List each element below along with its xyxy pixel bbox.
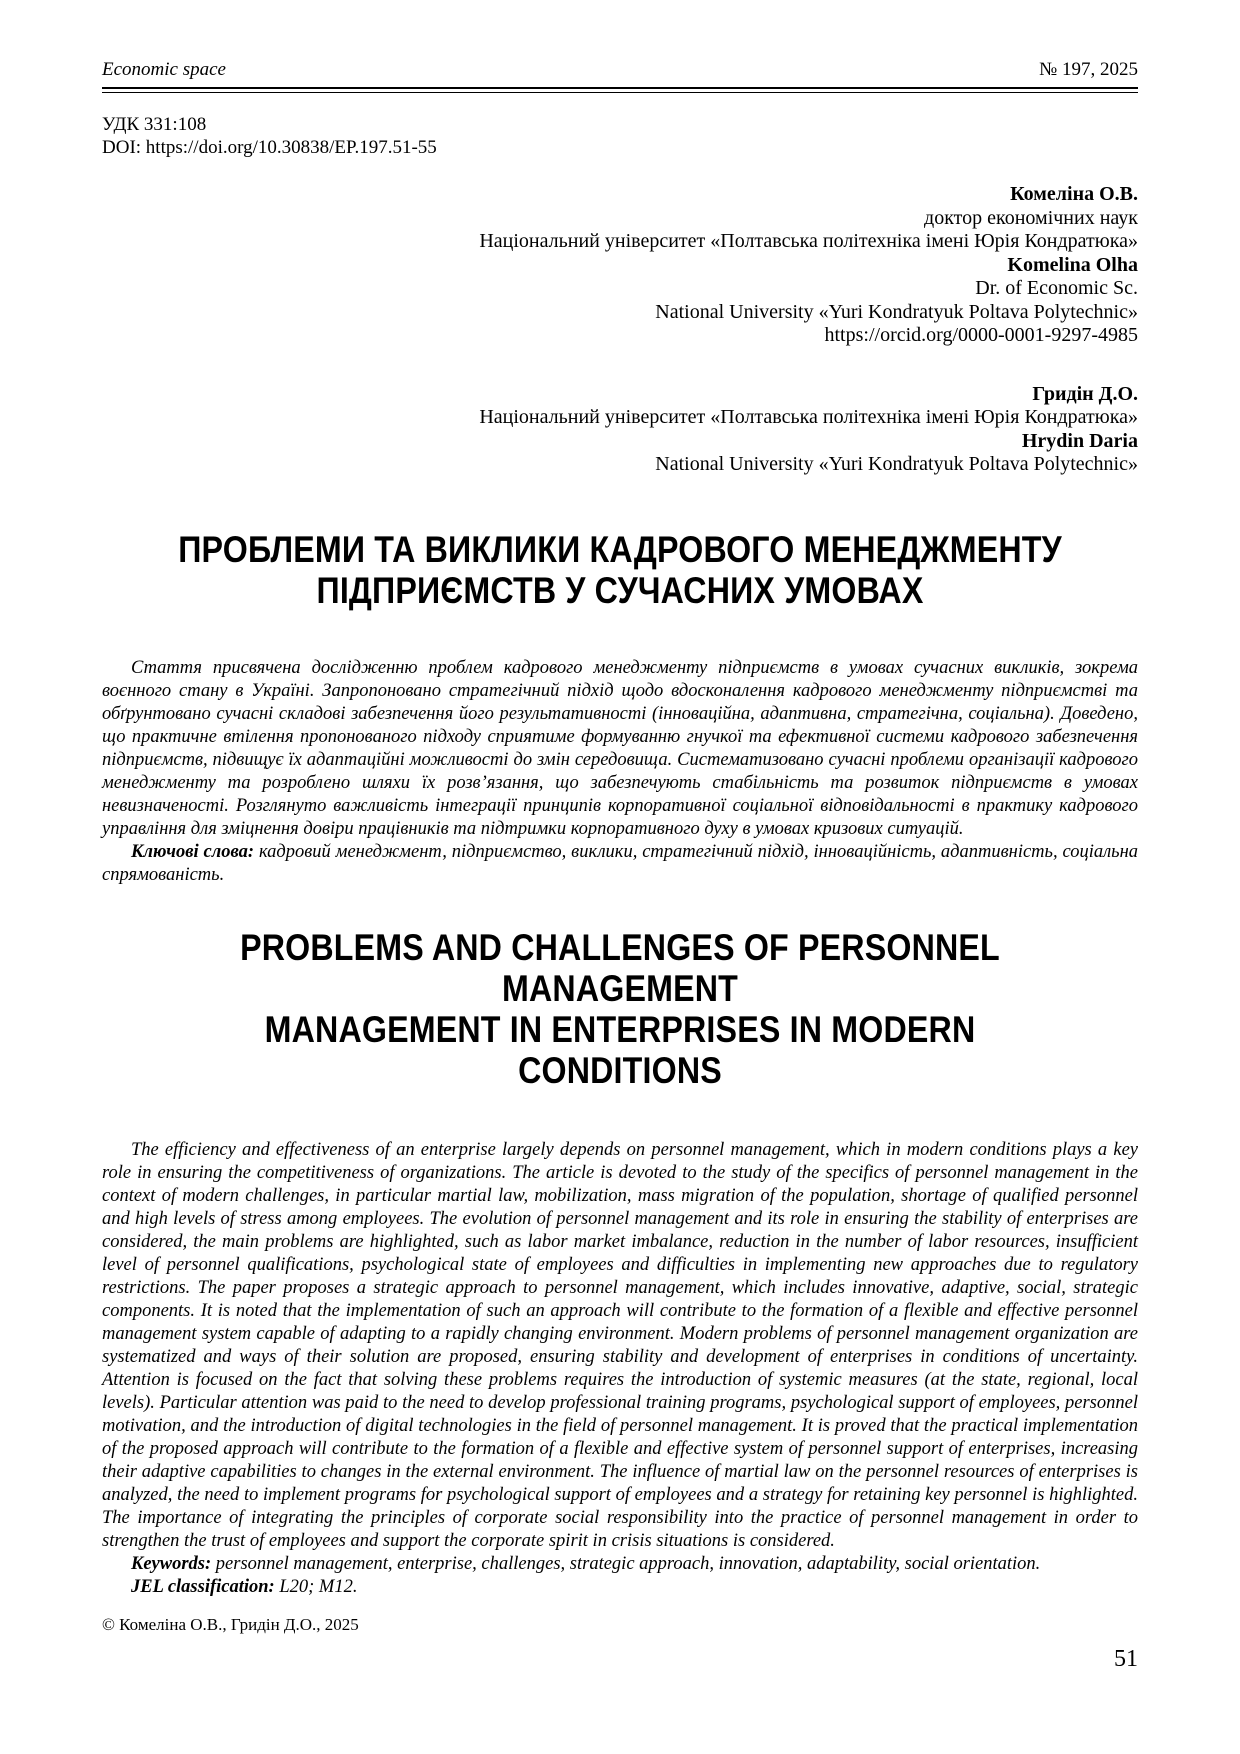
abstract-ua-text: Стаття присвячена дослідженню проблем кадрового менеджменту підприємств в умовах сучасних викликів, зокрема воєнного стану в Україні. Запропоновано стратегічний підхід щодо вдосконалення кадрового менеджменту підприємстві та обґрунтовано сучасні складові забезпечення його результативності (інноваційна, адаптивна, стратегічна, соціальна). Доведено, що практичне втілення пропонованого підходу сприятиме формуванню гнучкої та ефективної системи кадрового забезпечення підприємств, підвищує їх адаптаційні можливості до змін середовища. Систематизовано сучасні проблеми організації кадрового менеджменту та розроблено шляхи їх розв’язання, що забезпечують стабільність та розвиток підприємств в умовах невизначеності. Розглянуто важливість інтеграції принципів корпоративної соціальної відповідальності в практику кадрового управління для зміцнення довіри працівників та підтримки корпоративного духу в умовах кризових ситуацій. bbox=[102, 657, 1138, 839]
author-name-ua: Комеліна О.В. bbox=[1010, 183, 1138, 205]
authors-section bbox=[102, 183, 1138, 477]
author-name-en: Komelina Olha bbox=[1007, 253, 1138, 276]
author-name-ua: Гридін Д.О. bbox=[1032, 382, 1138, 405]
doi-line: DOI: https://doi.org/10.30838/EP.197.51-55 bbox=[102, 137, 437, 158]
keywords-en-text: personnel management, enterprise, challenges, strategic approach, innovation, adaptability, social orientation. bbox=[215, 1553, 1041, 1574]
issue-number: № 197, 2025 bbox=[1039, 59, 1138, 80]
copyright-line: © Комеліна О.В., Гридін Д.О., 2025 bbox=[102, 1614, 359, 1634]
abstract-en bbox=[102, 1139, 1138, 1599]
article-title-en bbox=[169, 927, 1070, 1091]
udc-code: УДК 331:108 bbox=[102, 114, 207, 135]
keywords-ua-text: кадровий менеджмент, підприємство, виклики, стратегічний підхід, інноваційність, адаптивність, соціальна спрямованість. bbox=[102, 841, 1138, 885]
author-orcid: https://orcid.org/0000-0001-9297-4985 bbox=[824, 324, 1138, 346]
article-meta bbox=[102, 113, 1138, 159]
article-title-ua-line1: ПРОБЛЕМИ ТА ВИКЛИКИ КАДРОВОГО МЕНЕДЖМЕНТУ bbox=[178, 528, 1062, 570]
author-affiliation-ua: Національний університет «Полтавська політехніка імені Юрія Кондратюка» bbox=[479, 230, 1138, 252]
author-degree-en: Dr. of Economic Sc. bbox=[975, 277, 1138, 299]
running-head bbox=[102, 58, 1138, 81]
author-block-hrydin bbox=[102, 383, 1138, 477]
author-affiliation-en: National University «Yuri Kondratyuk Poltava Polytechnic» bbox=[655, 300, 1138, 323]
author-name-en: Hrydin Daria bbox=[1021, 429, 1138, 452]
jel-classification bbox=[102, 1576, 1138, 1599]
article-title-ua bbox=[169, 529, 1070, 611]
article-title-ua-line2: ПІДПРИЄМСТВ У СУЧАСНИХ УМОВАХ bbox=[316, 569, 924, 611]
journal-name: Economic space bbox=[102, 59, 226, 80]
jel-codes: L20; M12. bbox=[279, 1576, 358, 1597]
abstract-ua bbox=[102, 657, 1138, 887]
keywords-en bbox=[102, 1553, 1138, 1576]
keywords-ua bbox=[102, 841, 1138, 887]
author-block-komelina bbox=[102, 183, 1138, 348]
keywords-ua-label: Ключові слова: bbox=[131, 841, 255, 862]
keywords-en-label: Keywords: bbox=[131, 1553, 212, 1574]
jel-label: JEL classification: bbox=[131, 1576, 275, 1597]
article-title-en-line1: PROBLEMS AND CHALLENGES OF PERSONNEL MANAGEMENT bbox=[240, 926, 1000, 1009]
author-degree-ua: доктор економічних наук bbox=[924, 206, 1138, 229]
author-affiliation-ua: Національний університет «Полтавська політехніка імені Юрія Кондратюка» bbox=[479, 406, 1138, 428]
article-title-en-line2: MANAGEMENT IN ENTERPRISES IN MODERN CONDITIONS bbox=[264, 1008, 976, 1091]
abstract-en-text: The efficiency and effectiveness of an enterprise largely depends on personnel management, which in modern conditions plays a key role in ensuring the competitiveness of organizations. The article is devoted to the study of the specifics of personnel management in the context of modern challenges, in particular martial law, mobilization, mass migration of the population, shortage of qualified personnel and high levels of stress among employees. The evolution of personnel management and its role in ensuring the stability of enterprises are considered, the main problems are highlighted, such as labor market imbalance, reduction in the number of labor resources, insufficient level of personnel qualifications, psychological state of employees and difficulties in implementing new approaches due to regulatory restrictions. The paper proposes a strategic approach to personnel management, which includes innovative, adaptive, social, strategic components. It is noted that the implementation of such an approach will contribute to the formation of a flexible and effective personnel management system capable of adapting to a rapidly changing environment. Modern problems of personnel management organization are systematized and ways of their solution are proposed, ensuring stability and development of enterprises in conditions of uncertainty. Attention is focused on the fact that solving these problems requires the introduction of systemic measures (at the state, regional, local levels). Particular attention was paid to the need to develop professional training programs, psychological support of employees, personnel motivation, and the introduction of digital technologies in the field of personnel management. It is proved that the practical implementation of the proposed approach will contribute to the formation of a flexible and effective system of personnel support of enterprises, increasing their adaptive capabilities to changes in the external environment. The influence of martial law on the personnel resources of enterprises is analyzed, the need to implement programs for psychological support of employees and a strategy for retaining key personnel is highlighted. The importance of integrating the principles of corporate social responsibility into the practice of personnel management in order to strengthen the trust of employees and support the corporate spirit in crisis situations is considered. bbox=[102, 1139, 1138, 1551]
author-affiliation-en: National University «Yuri Kondratyuk Poltava Polytechnic» bbox=[655, 453, 1138, 475]
header-double-rule bbox=[102, 87, 1138, 93]
page-number: 51 bbox=[1114, 1645, 1138, 1672]
